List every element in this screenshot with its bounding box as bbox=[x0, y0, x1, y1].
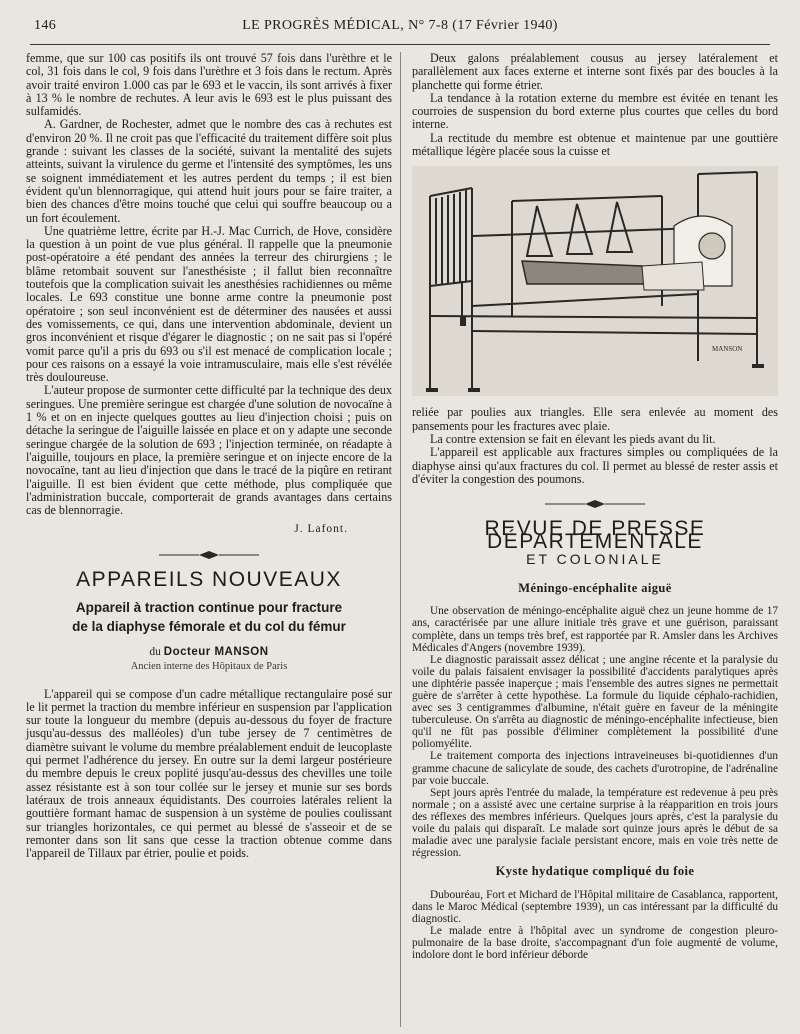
paragraph: Le malade entre à l'hôpital avec un syndrome de congestion pleuro-pulmonaire de la base droite, s'accompagnant d'un foie augmenté de volume, indolore dont le bord inférieur déborde bbox=[412, 924, 778, 962]
author-line bbox=[26, 646, 392, 659]
subsection-title: Méningo-encéphalite aiguë bbox=[518, 581, 672, 596]
running-title: LE PROGRÈS MÉDICAL, N° 7-8 (17 Février 1940) bbox=[242, 18, 558, 33]
author-name: Docteur MANSON bbox=[163, 645, 269, 658]
running-header bbox=[30, 18, 770, 40]
figure-signature: MANSON bbox=[712, 345, 743, 354]
paragraph: Dubouréau, Fort et Michard de l'Hôpital militaire de Casablanca, rapportent, dans le Maroc Médical (septembre 1939), un cas intéressant par la difficulté du diagnostic. bbox=[412, 888, 778, 925]
paragraph: reliée par poulies aux triangles. Elle sera enlevée au moment des pansements pour les fractures avec plaie. bbox=[412, 405, 778, 433]
article-title bbox=[26, 598, 392, 636]
paragraph: Le traitement comporta des injections intraveineuses bi-quotidiennes d'un gramme chacune de salicylate de soude, des cachets d'urotropine, de l'adrénaline par voie buccale. bbox=[412, 750, 778, 787]
header-rule bbox=[30, 44, 770, 45]
paragraph: L'appareil est applicable aux fractures simples ou compliquées de la diaphyse ainsi qu'aux fractures du col. Il permet au blessé de rester assis et d'éviter la congestion des poumons. bbox=[412, 445, 778, 486]
paragraph: A. Gardner, de Rochester, admet que le nombre des cas à rechutes est d'environ 20 %. Il ne croit pas que l'efficacité du traitement diffère soit plus grande : suivant les classes de la société, suivant la mentalité des sujets atteints, suivant la virulence du germe et l'intensité des symptômes, les uns se soignent immédiatement et les autres perdent du temps ; il est bien évident qu'un blennorragique, qui attend huit jours pour se faire traiter, a bien des chances d'être moins touché que celui qui souffre beaucoup ou a un fort écoulement. bbox=[26, 117, 392, 225]
paragraph: La rectitude du membre est obtenue et maintenue par une gouttière métallique légère placée sous la cuisse et bbox=[412, 130, 778, 159]
paragraph: L'auteur propose de surmonter cette difficulté par la technique des deux seringues. Une première seringue est chargée d'une solution de novocaïne à 1 % et on en injecte quelques gouttes au lieu d'injection choisi ; puis on détache la seringue de l'aiguille laissée en place et on y adapte une seconde seringue chargée de la solution de 693 ; l'injection terminée, on réadapte à l'aiguille, toujours en place, la première seringue et on injecte encore de la novocaïne, tant au lieu d'injection que dans le tracé de la piqûre en retirant l'aiguille. Il est bien évident que cette méthode, plus compliquée que l'administration buccale, comporterait de grands avantages dans certains cas de blennorragie. bbox=[26, 383, 392, 518]
paragraph: L'appareil qui se compose d'un cadre métallique rectangulaire posé sur le lit permet la traction du membre inférieur en suspension par l'application sur toute la longueur du membre (depuis au-dessous du foyer de fracture jusqu'au-dessus des malléoles) d'un tube jersey de 7 centimètres de diamètre suivant le volume du membre préalablement enduit de leucoplaste qui permet l'adhérence du jersey. En outre sur la demi largeur postérieure du membre depuis le creux poplité jusqu'au-dessus des chevilles une toile assez résistante est à son tour collée sur le jersey et munie sur ses bords latéraux de trois anneaux équidistants. Des courroies latérales relient la gouttière formant hamac de suspension à un système de poulies coulissant sur triangles horizontales, ce qui permet au blessé de s'asseoir et de se remonter dans son lit sans que cesse la traction obtenue comme dans l'appareil de Tillaux par étrier, poulie et poids. bbox=[26, 686, 392, 861]
author-affiliation: Ancien interne des Hôpitaux de Paris bbox=[130, 661, 288, 673]
page-number: 146 bbox=[34, 18, 57, 33]
paragraph: Une observation de méningo-encéphalite aiguë chez un jeune homme de 17 ans, caractérisée par une allure initiale très grave et une guérison, paraissant complète, dans un temps très bref, est rapportée par R. Amsler dans les Archives Médicales d'Angers (novembre 1939). bbox=[412, 605, 778, 654]
traction-apparatus-figure bbox=[412, 166, 778, 396]
author-prefix: du bbox=[149, 645, 161, 658]
paragraph: La tendance à la rotation externe du membre est évitée en tenant les courroies de suspension du bord externe plus courtes que celles du bord interne. bbox=[412, 90, 778, 132]
left-column bbox=[26, 52, 392, 860]
paragraph: Deux galons préalablement cousus au jersey latéralement et parallèlement aux faces externe et interne sont fixés par des boucles à la planchette qui forme étrier. bbox=[412, 51, 778, 92]
section-title: APPAREILS NOUVEAUX bbox=[76, 567, 342, 591]
paragraph: Le diagnostic paraissait assez délicat ; une angine récente et la paralysie du voile du palais faisaient envisager la possibilité d'accidents paralytiques après une diphtérie passée inaperçue ; mais l'ensemble des autres signes ne permettait guère de s'arrêter à cette hypothèse. La formule du liquide céphalo-rachidien, avec ses 3 centigrammes d'albumine, n'était guère en faveur de la méningite tuberculeuse. On s'arrêta au diagnostic de méningo-encéphalite infectieuse, bien qu'il ne fût pas possible d'éliminer complètement la possibilité d'une poliomyélite. bbox=[412, 653, 778, 751]
article-signature: J. Lafont. bbox=[294, 523, 348, 536]
subsection-title: Kyste hydatique compliqué du foie bbox=[495, 864, 695, 879]
bed-illustration bbox=[412, 166, 778, 396]
section-title: REVUE DE PRESSE DÉPARTEMENTALE bbox=[484, 517, 706, 554]
paragraph: Sept jours après l'entrée du malade, la température est redevenue à peu près normale ; on a assisté avec une certaine surprise à la réapparition en trois jours des réflexes des membres inférieurs. Quelques jours après, c'est la paralysie du voile du palais qui disparaît. Le malade sort quinze jours après le début de sa maladie avec une paralysie faciale persistant encore, mais en voie très nette de régression. bbox=[412, 786, 778, 860]
subsection-body bbox=[412, 889, 778, 962]
section-subtitle: ET COLONIALE bbox=[526, 550, 664, 567]
article-title-line: Appareil à traction continue pour fracture bbox=[75, 599, 343, 615]
ornament-divider bbox=[26, 545, 392, 565]
right-column bbox=[412, 52, 778, 961]
paragraph: La contre extension se fait en élevant les pieds avant du lit. bbox=[430, 431, 716, 446]
article-title-line: de la diaphyse fémorale et du col du fémur bbox=[72, 618, 346, 634]
ornament-divider bbox=[412, 494, 778, 514]
subsection-body bbox=[412, 605, 778, 859]
paragraph: femme, que sur 100 cas positifs ils ont trouvé 57 fois dans l'urèthre et le col, 31 fois dans le col, 9 fois dans l'urèthre et 3 fois dans le rectum. Après avoir traité environ 1.000 cas par le 693 et le vaccin, ils sont arrivés à fixer à 13 % le nombre de rechutes. A leur avis le 693 est le plus puissant des sulfamidés. bbox=[26, 51, 392, 119]
column-divider bbox=[400, 52, 401, 1027]
paragraph: Une quatrième lettre, écrite par H.-J. Mac Currich, de Hove, considère la question à un point de vue plus général. Il rappelle que la pneumonie post-opératoire a été pendant des années la terreur des chirurgiens ; le blâme retombait souvent sur l'anesthésiste ; il fallut bien reconnaître toutefois que la complication suivait les anesthésies rachidiennes ou même locales. Le 693 constitue une bonne arme contre la pneumonie post opératoire ; son seul inconvénient est de déterminer des nausées et aussi des vomissements, ce qui, dans une intervention abdominale, devient un gros inconvénient et risque d'égarer le diagnostic ; on ne sait pas si l'opéré vomit parce qu'il a pris du 693 ou s'il est menacé de complication locale ; pour ces raisons on a essayé la voie intramusculaire, mais elle s'est révélée très douloureuse. bbox=[26, 223, 392, 385]
